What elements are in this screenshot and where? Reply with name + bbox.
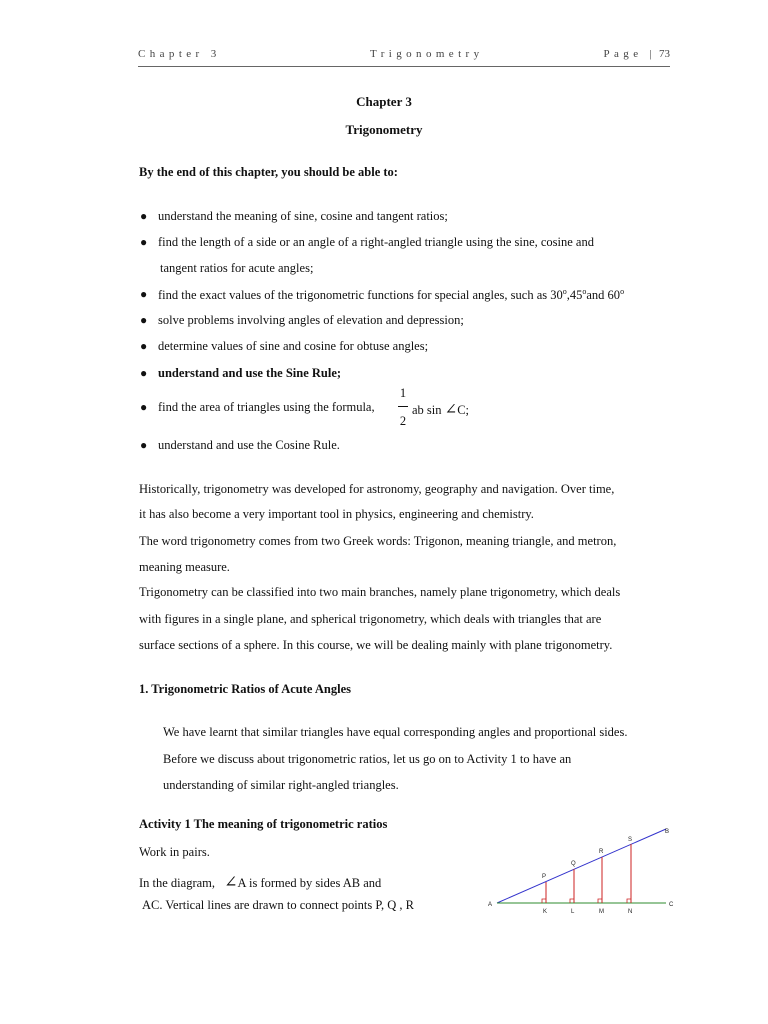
bullet-icon: ● (140, 366, 148, 380)
objective-continuation: tangent ratios for acute angles; (160, 261, 314, 275)
label-n: N (628, 909, 633, 915)
degree-symbol: o (620, 287, 625, 296)
paragraph-line: The word trigonometry comes from two Greek words: Trigonon, meaning triangle, and metron, (139, 534, 617, 548)
bullet-icon: ● (140, 339, 148, 353)
objective-text: understand and use the Sine Rule; (158, 366, 342, 380)
label-k: K (543, 909, 548, 915)
header-chapter: Chapter 3 (138, 48, 221, 60)
bullet-icon: ● (140, 209, 148, 223)
objective-text: understand and use the Cosine Rule. (158, 438, 340, 452)
chapter-title: Trigonometry (345, 122, 423, 137)
objective-text: determine values of sine and cosine for obtuse angles; (158, 339, 429, 353)
fraction-bar (398, 406, 408, 407)
objective-text: find the area of triangles using the formula, (158, 400, 375, 414)
bullet-icon: ● (140, 438, 148, 452)
right-angle-k-icon (542, 899, 546, 903)
objective-text (158, 287, 624, 303)
right-angle-m-icon (598, 899, 602, 903)
fraction-denominator: 2 (399, 414, 407, 428)
degree-symbol: o (562, 287, 567, 296)
angle-icon: ∠ (444, 402, 458, 418)
activity-line: AC. Vertical lines are drawn to connect points P, Q , R (142, 898, 414, 912)
label-s: S (628, 837, 633, 843)
right-angle-n-icon (627, 899, 631, 903)
label-c: C (669, 902, 674, 908)
header-title: Trigonometry (370, 48, 484, 60)
objectives-intro: By the end of this chapter, you should be able to: (139, 165, 398, 179)
section-heading: 1. Trigonometric Ratios of Acute Angles (139, 682, 352, 696)
similar-triangles-diagram (483, 826, 683, 918)
activity-work: Work in pairs. (139, 845, 210, 859)
page-header (138, 48, 670, 64)
angle-icon: ∠ (224, 874, 238, 891)
header-rule (138, 66, 670, 67)
header-page-number: 73 (659, 48, 670, 60)
bullet-icon: ● (140, 235, 148, 249)
bullet-icon: ● (140, 287, 148, 301)
angle-45: ,45 (566, 288, 583, 303)
fraction-numerator: 1 (399, 386, 407, 400)
paragraph-line: Historically, trigonometry was developed for astronomy, geography and navigation. Over time, (139, 482, 615, 496)
paragraph-line: it has also become a very important tool in physics, engineering and chemistry. (139, 507, 534, 521)
activity-line-end: A is formed by sides AB and (237, 876, 382, 890)
formula-ab-sin: ab sin (412, 403, 442, 417)
bullet-icon: ● (140, 313, 148, 327)
activity-line-start: In the diagram, (139, 876, 216, 890)
label-b: B (665, 829, 670, 835)
line-ab (497, 829, 666, 903)
bullet-icon: ● (140, 400, 148, 414)
paragraph-line: meaning measure. (139, 560, 230, 574)
formula-text (412, 400, 469, 419)
objective-text: solve problems involving angles of elevation and depression; (158, 313, 464, 327)
right-angle-l-icon (570, 899, 574, 903)
paragraph-line: surface sections of a sphere. In this course, we will be dealing mainly with plane trigonometry. (139, 638, 613, 652)
paragraph-line: with figures in a single plane, and spherical trigonometry, which deals with triangles that are (139, 612, 602, 626)
angle-60: and 60 (586, 288, 621, 303)
objective-text: understand the meaning of sine, cosine and tangent ratios; (158, 209, 448, 223)
label-l: L (571, 909, 575, 915)
label-r: R (599, 849, 604, 855)
chapter-heading: Chapter 3 (356, 94, 412, 109)
header-page-label: Page | (603, 48, 657, 60)
label-q: Q (571, 861, 576, 867)
section-line: understanding of similar right-angled triangles. (163, 778, 399, 792)
label-p: P (542, 874, 547, 880)
formula-c: C; (457, 403, 470, 417)
degree-symbol: o (582, 287, 587, 296)
section-line: We have learnt that similar triangles have equal corresponding angles and proportional sides. (163, 725, 628, 739)
objective-text: find the length of a side or an angle of a right-angled triangle using the sine, cosine and (158, 235, 594, 249)
objective-special-angles: find the exact values of the trigonometric functions for special angles, such as 30 (158, 288, 563, 303)
paragraph-line: Trigonometry can be classified into two main branches, namely plane trigonometry, which deals (139, 585, 621, 599)
label-a: A (488, 902, 493, 908)
label-m: M (599, 909, 604, 915)
activity-line (139, 872, 381, 892)
activity-heading: Activity 1 The meaning of trigonometric ratios (139, 817, 388, 831)
section-line: Before we discuss about trigonometric ratios, let us go on to Activity 1 to have an (163, 752, 572, 766)
header-page (604, 48, 671, 60)
